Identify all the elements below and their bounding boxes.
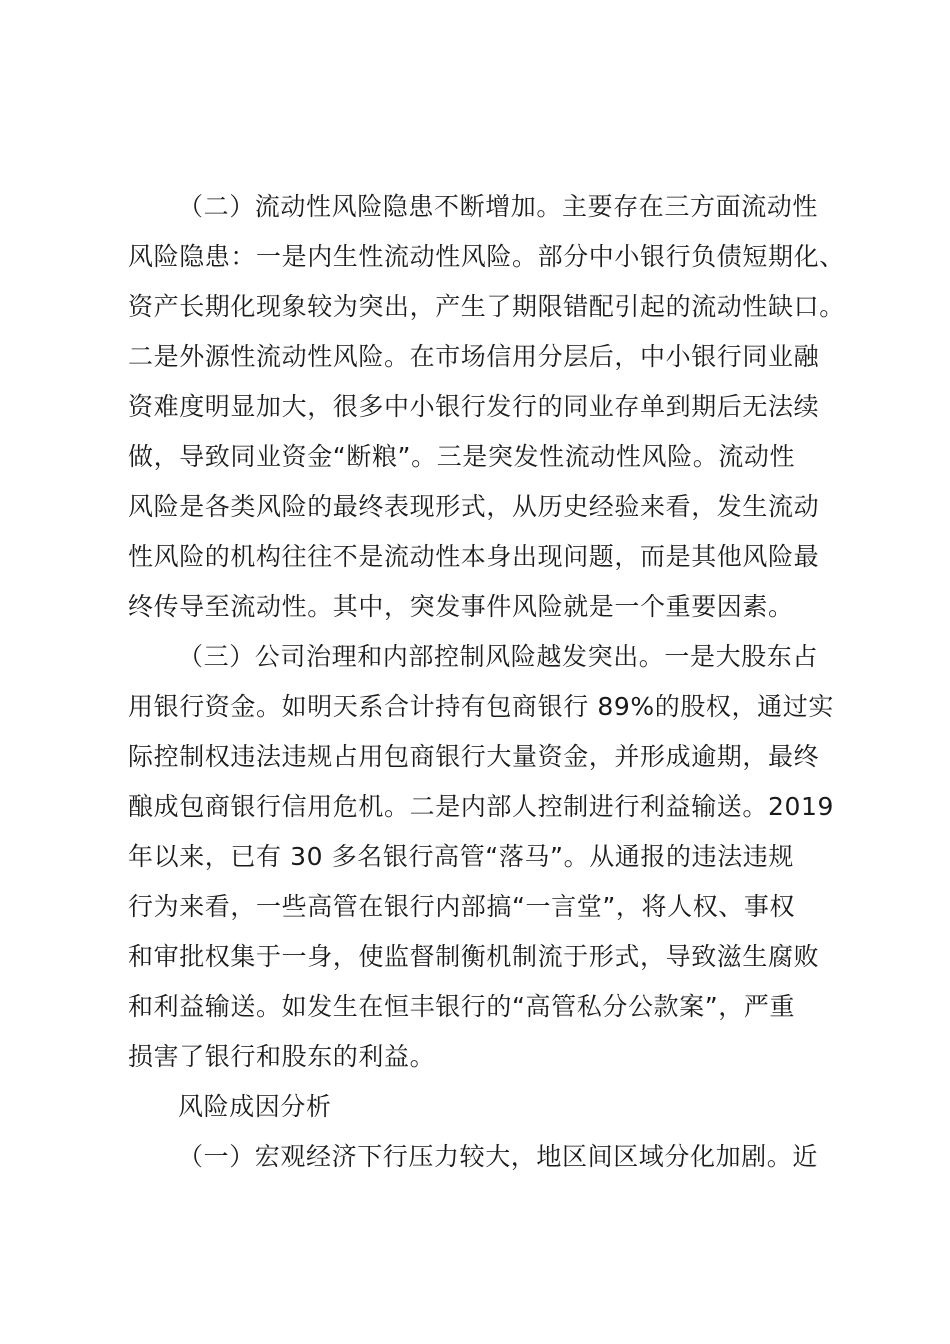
text-line: 酿成包商银行信用危机。二是内部人控制进行利益输送。2019: [128, 792, 835, 821]
text-line: 和审批权集于一身，使监督制衡机制流于形式，导致滋生腐败: [128, 942, 820, 971]
text-line: 用银行资金。如明天系合计持有包商银行 89%的股权，通过实: [128, 692, 834, 721]
text-line: （三）公司治理和内部控制风险越发突出。一是大股东占: [178, 642, 819, 671]
text-line: 风险隐患：一是内生性流动性风险。部分中小银行负债短期化、: [128, 242, 845, 271]
text-line: 行为来看，一些高管在银行内部搞“一言堂”，将人权、事权: [128, 892, 796, 921]
text-line: 做，导致同业资金“断粮”。三是突发性流动性风险。流动性: [128, 442, 796, 471]
text-line: （一）宏观经济下行压力较大，地区间区域分化加剧。近: [178, 1142, 819, 1171]
text-line: 年以来，已有 30 多名银行高管“落马”。从通报的违法违规: [128, 842, 795, 871]
text-line: 资难度明显加大，很多中小银行发行的同业存单到期后无法续: [128, 392, 820, 421]
text-line: （二）流动性风险隐患不断增加。主要存在三方面流动性: [178, 192, 819, 221]
text-line: 损害了银行和股东的利益。: [128, 1042, 436, 1071]
text-line: 和利益输送。如发生在恒丰银行的“高管私分公款案”，严重: [128, 992, 796, 1021]
text-line: 资产长期化现象较为突出，产生了期限错配引起的流动性缺口。: [128, 292, 845, 321]
text-line: 二是外源性流动性风险。在市场信用分层后，中小银行同业融: [128, 342, 820, 371]
text-line: 性风险的机构往往不是流动性本身出现问题，而是其他风险最: [128, 542, 820, 571]
section-heading: 风险成因分析: [178, 1092, 332, 1121]
text-line: 际控制权违法违规占用包商银行大量资金，并形成逾期，最终: [128, 742, 820, 771]
text-line: 终传导至流动性。其中，突发事件风险就是一个重要因素。: [128, 592, 794, 621]
text-line: 风险是各类风险的最终表现形式，从历史经验来看，发生流动: [128, 492, 820, 521]
